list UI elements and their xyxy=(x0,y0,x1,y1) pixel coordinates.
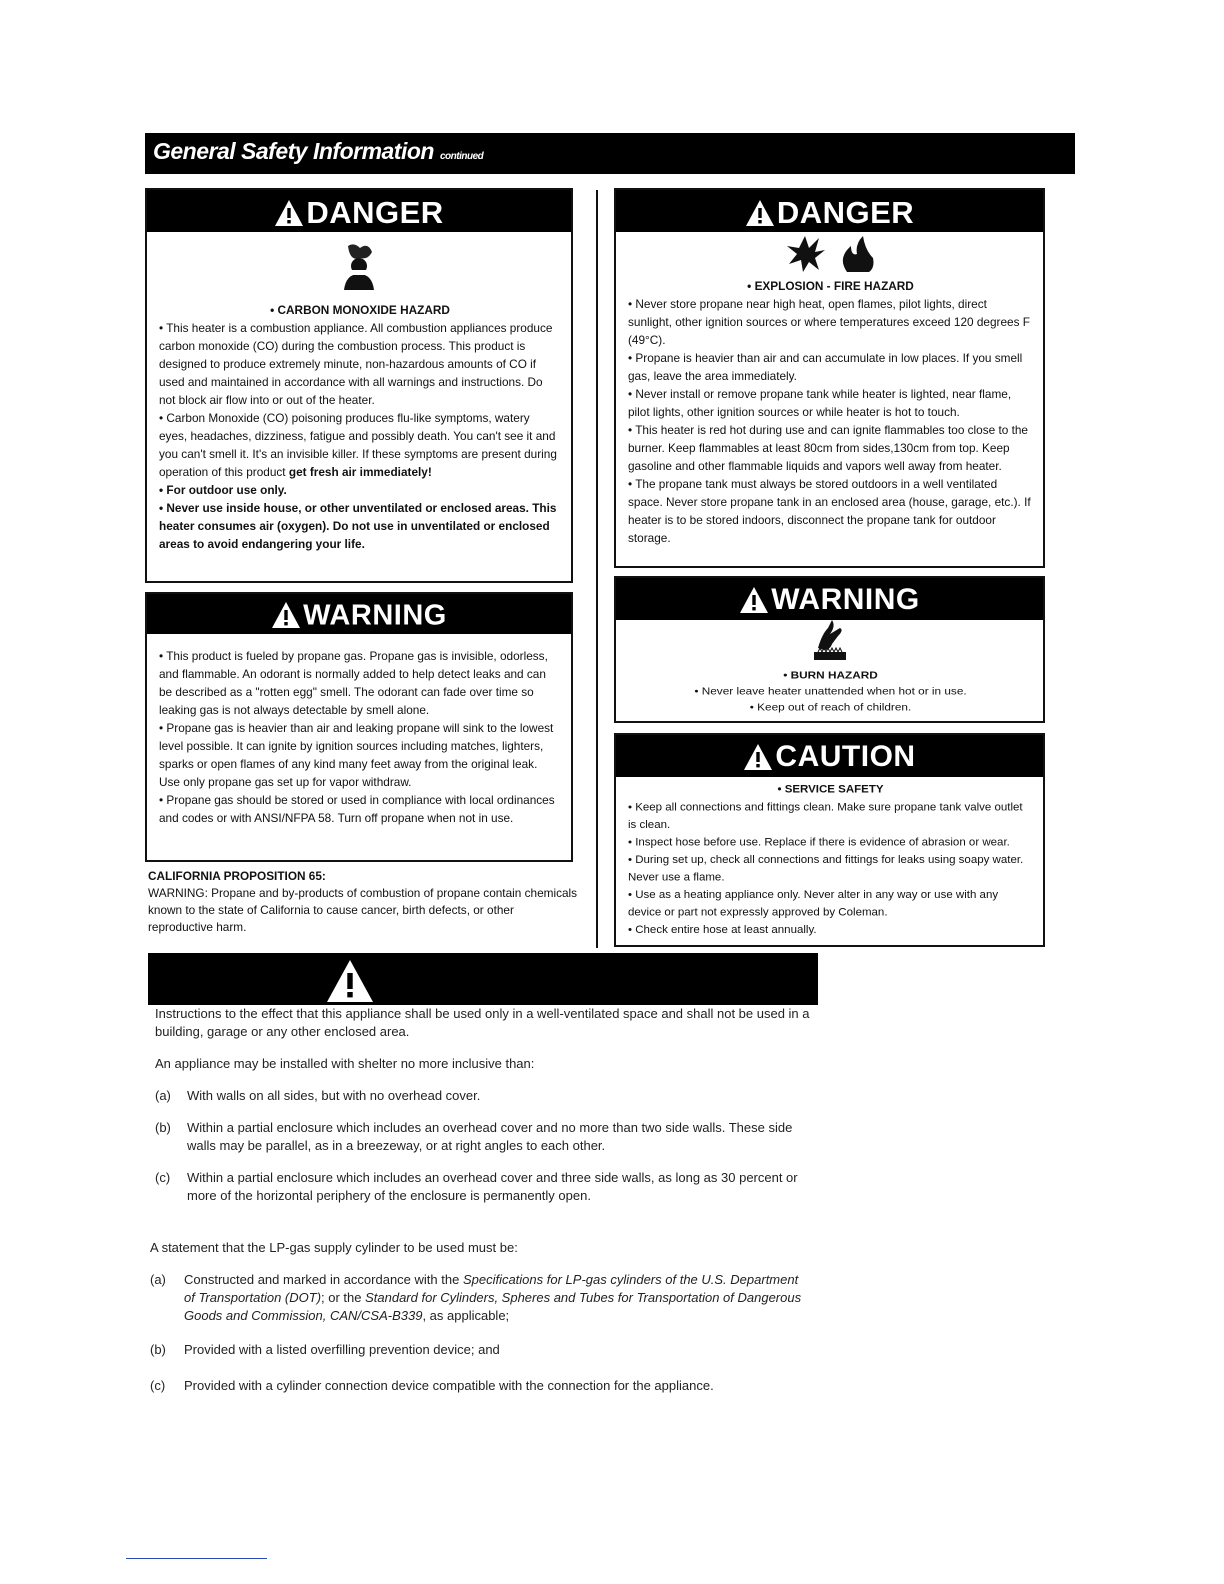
burn-hand-icon xyxy=(810,618,850,662)
service-paragraph-1: • Keep all connections and fittings clean. Make sure propane tank valve outlet is clean. xyxy=(628,801,1023,831)
shelter-statement: An appliance may be installed with shelter no more inclusive than: xyxy=(155,1056,535,1071)
gas-paragraph-2: • Propane gas is heavier than air and leaking propane will sink to the lowest level possible. It can ignite by ignition sources including matches, lighters, sparks or open flames of any kind many feet away from the original leak. Use only propane gas set up for vapor withdraw. xyxy=(159,721,554,789)
warning-triangle-icon xyxy=(326,959,374,1003)
cylinder-item-a: (a) Constructed and marked in accordance with the Specifications for LP-gas cylinders of the U.S. Department of Transportation (DOT); or the Standard for Cylinders, Spheres and Tubes for Transportation of Dangerous Goods and Commission, CAN/CSA-B339, as applicable; xyxy=(150,1272,802,1323)
warning-gas-box xyxy=(145,592,573,862)
section-subtitle: continued xyxy=(439,151,484,162)
caution-header: CAUTION xyxy=(616,735,1043,777)
ventilation-instruction: Instructions to the effect that this appliance shall be used only in a well-ventilated space and shall not be used in a building, garage or any other enclosed area. xyxy=(155,1006,810,1039)
carbon-monoxide-icon xyxy=(334,242,384,292)
danger-fire-box xyxy=(614,188,1045,568)
fire-paragraph-3: • Never install or remove propane tank while heater is lighted, near flame, pilot lights, other ignition sources or while heater is hot to touch. xyxy=(628,387,1012,419)
co-never-inside: • Never use inside house, or other unventilated or enclosed areas. This heater consumes air (oxygen). Do not use in unventilated or enclosed areas to avoid endangering your life. xyxy=(159,501,557,551)
notice-bar xyxy=(148,953,818,1005)
warning-triangle-icon xyxy=(743,743,773,771)
california-prop65 xyxy=(148,868,578,936)
fire-paragraph-5: • The propane tank must always be stored outdoors in a well ventilated space. Never store propane tank in an enclosed area (house, garage, etc.). If heater is to be stored indoors, disconnect the propane tank for outdoor storage. xyxy=(628,477,1031,545)
warning-triangle-icon xyxy=(739,586,769,614)
section-title: General Safety Information continued xyxy=(153,138,484,164)
service-paragraph-3: • During set up, check all connections and fittings for leaks using soapy water. Never use a flame. xyxy=(628,854,1024,884)
fire-paragraph-2: • Propane is heavier than air and can accumulate in low places. If you smell gas, leave the area immediately. xyxy=(628,351,1023,383)
co-paragraph-1: • This heater is a combustion appliance. All combustion appliances produce carbon monoxide (CO) during the combustion process. This product is designed to produce extremely minute, non-hazardous amounts of CO if used and maintained in accordance with all warnings and instructions. Do not block air flow into or out of the heater. xyxy=(159,321,553,407)
service-paragraph-5: • Check entire hose at least annually. xyxy=(628,924,817,937)
burn-hazard-title: • BURN HAZARD xyxy=(783,668,878,682)
service-safety-title: • SERVICE SAFETY xyxy=(777,783,884,796)
warning-triangle-icon xyxy=(745,199,775,227)
danger-fire-header: DANGER xyxy=(616,190,1043,232)
prop65-title: CALIFORNIA PROPOSITION 65: xyxy=(148,869,326,883)
co-paragraph-2: • Carbon Monoxide (CO) poisoning produces flu-like symptoms, watery eyes, headaches, dizziness, fatigue and possibly death. You can't see it and you can't smell it. It's an invisible killer. If these symptoms are present during operation of this product get fresh air immediately! xyxy=(159,411,557,479)
warning-triangle-icon xyxy=(274,199,304,227)
danger-fire-text xyxy=(628,277,1033,547)
fire-paragraph-4: • This heater is red hot during use and can ignite flammables too close to the burner. Keep flammables at least 80cm from sides,130cm from top. Keep gasoline and other flammable liquids and vapors well away from heater. xyxy=(628,423,1028,473)
explosion-fire-icon xyxy=(785,234,875,274)
section-banner xyxy=(145,133,1075,174)
co-outdoor-only: • For outdoor use only. xyxy=(159,483,287,497)
installation-instructions xyxy=(150,1005,830,1395)
co-hazard-title: • CARBON MONOXIDE HAZARD xyxy=(270,303,450,317)
fire-paragraph-1: • Never store propane near high heat, open flames, pilot lights, direct sunlight, other ignition sources or where temperatures exceed 120 degrees F (49°C). xyxy=(628,297,1030,347)
shelter-item-c: (c) Within a partial enclosure which includes an overhead cover and three side walls, as long as 30 percent or more of the horizontal periphery of the enclosure is permanently open. xyxy=(155,1170,798,1203)
shelter-item-b: (b) Within a partial enclosure which includes an overhead cover and no more than two side walls. These side walls may be parallel, as in a breezeway, or at right angles to each other. xyxy=(155,1120,793,1153)
column-divider xyxy=(596,190,598,948)
burn-line-2: • Keep out of reach of children. xyxy=(749,700,912,714)
caution-text xyxy=(628,781,1033,939)
fire-hazard-title: • EXPLOSION - FIRE HAZARD xyxy=(747,279,914,293)
cylinder-item-b: (b) Provided with a listed overfilling prevention device; and xyxy=(150,1342,500,1357)
prop65-text: WARNING: Propane and by-products of combustion of propane contain chemicals known to the state of California to cause cancer, birth defects, or other reproductive harm. xyxy=(148,886,578,934)
warning-burn-text xyxy=(628,667,1033,715)
warning-triangle-icon xyxy=(271,601,301,629)
warning-gas-header: WARNING xyxy=(147,594,571,634)
warning-burn-box xyxy=(614,576,1045,723)
gas-paragraph-3: • Propane gas should be stored or used in compliance with local ordinances and codes or with ANSI/NFPA 58. Turn off propane when not in use. xyxy=(159,793,555,825)
danger-co-header: DANGER xyxy=(147,190,571,232)
cylinder-statement: A statement that the LP-gas supply cylinder to be used must be: xyxy=(150,1240,518,1255)
warning-gas-text xyxy=(159,647,561,827)
danger-co-box xyxy=(145,188,573,583)
caution-service-box xyxy=(614,733,1045,947)
service-paragraph-2: • Inspect hose before use. Replace if there is evidence of abrasion or wear. xyxy=(628,836,1010,849)
warning-burn-header: WARNING xyxy=(616,578,1043,620)
danger-co-text xyxy=(159,301,561,553)
burn-line-1: • Never leave heater unattended when hot or in use. xyxy=(694,684,967,698)
footnote-rule xyxy=(126,1558,267,1559)
shelter-item-a: (a) With walls on all sides, but with no overhead cover. xyxy=(155,1088,481,1103)
cylinder-item-c: (c) Provided with a cylinder connection device compatible with the connection for the appliance. xyxy=(150,1378,714,1393)
gas-paragraph-1: • This product is fueled by propane gas. Propane gas is invisible, odorless, and flammable. An odorant is normally added to help detect leaks and can be described as a "rotten egg" smell. The odorant can fade over time so leaking gas is not always detectable by smell alone. xyxy=(159,649,548,717)
service-paragraph-4: • Use as a heating appliance only. Never alter in any way or use with any device or part not expressly approved by Coleman. xyxy=(628,889,999,919)
